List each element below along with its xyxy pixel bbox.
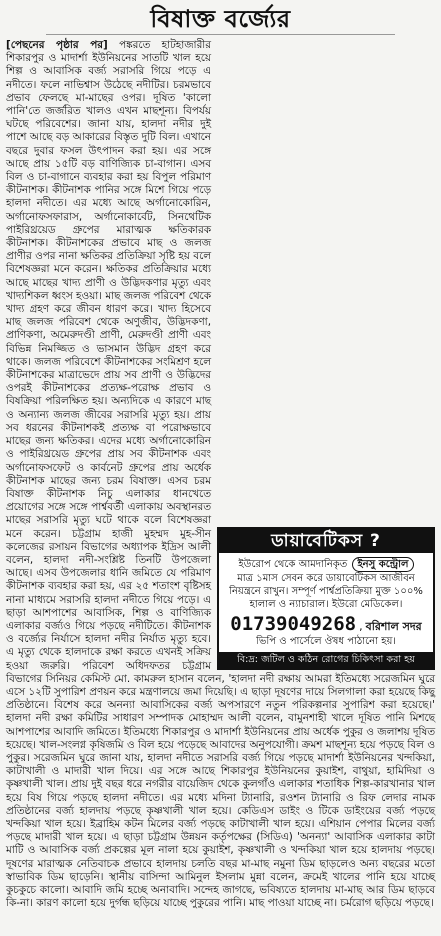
- ad-contact-row: [223, 613, 429, 635]
- ad-line-import: [223, 557, 429, 572]
- diabetics-advertisement: [217, 527, 435, 670]
- ad-line-delivery: ভিপি ও পার্সেলে ঔষধ পাঠানো হয়।: [256, 636, 396, 647]
- ad-line-import-text: ইউরোপ থেকে আমদানিকৃত: [238, 559, 348, 570]
- article-body: [6, 39, 435, 910]
- ad-city: বরিশাল সদর: [365, 620, 422, 633]
- ad-footnote: বি:দ্র: জটিল ও কঠিন রোগের চিকিৎসা করা হয়: [219, 652, 433, 668]
- ad-line-control: নিয়ন্ত্রনে রাখুন। সম্পূর্ণ পার্শ্বপ্রতিক্রিয়া মুক্ত ১০০%: [229, 586, 423, 597]
- article-text: পঙ্করতে হাটহাজারীর শিকারপুর ও মাদার্শা ইউনিয়নের সাতটি খাল হয়ে শিল্প ও আবাসিক বর্জ্য সরাসরি গিয়ে পড়ে এ নদীতে। ফলে নাভিশ্বাস উঠেছে নদীটির। চরমভাবে প্রভাব ফেলছে মা-মাছের ওপর। দূষিত 'কালো পানি'তে জর্জরিত খালও এখন মাছশূন্য। বিপর্যয় ঘটছে পরিবেশের। জানা যায়, হালদা নদীর দুই পাশে আছে বড় আকারের বিস্তৃত দুটি বিল। এখানে বছরে দুবার ফসল উৎপাদন করা হয়। এর সঙ্গে আছে প্রায় ১৫টি বড় বাণিজ্যিক চা-বাগান। এসব বিল ও চা-বাগানে ব্যবহার করা হয় বিপুল পরিমাণ কীটনাশক। কীটনাশক পানির সঙ্গে মিশে গিয়ে পড়ে হালদা নদীতে। এর মধ্যে আছে অর্গানোকোরিন, অর্গানোফসফারাস, অর্গানোকার্বেট, সিনথেটিক পাইরিথ্রয়েড গ্রুপের মারাত্মক ক্ষতিকারক কীটনাশক। কীটনাশকের প্রভাবে মাছ ও জলজ প্রাণীর ওপর নানা ক্ষতিকর প্রতিক্রিয়া সৃষ্টি হয় বলে বিশেষজ্ঞরা মনে করেন। ক্ষতিকর প্রতিক্রিয়ার মধ্যে আছে মাছের খাদ্য প্রাণী ও উদ্ভিদকণার মৃত্যু এবং খাদ্যশিকল ধ্বংস হওয়া। মাছ জলজ পরিবেশ থেকে খাদ্য গ্রহণ করে জীবন ধারণ করে। খাদ্য হিসেবে মাছ জলজ পরিবেশ থেকে অণুজীব, উদ্ভিদকণা, প্রাণিকণা, অমেরুদণ্ডী প্রাণী, মেরুদণ্ডী প্রাণী এবং বিভিন্ন নিমজ্জিত ও ভাসমান উদ্ভিদ গ্রহণ করে থাকে। জলজ পরিবেশে কীটনাশকের সংমিশ্রণ হলে কীটনাশকের মাত্রাভেদে প্রায় সব প্রাণী ও উদ্ভিদের ওপরই কীটনাশকের প্রত্যক্ষ-পরোক্ষ প্রভাব ও বিষক্রিয়া পরিলক্ষিত হয়। অন্যদিকে এ কারণে মাছ ও অন্যান্য জলজ জীবের সরাসরি মৃত্যু হয়। প্রায় সব ধরনের কীটনাশকই প্রত্যক্ষ বা পরোক্ষভাবে মাছের জন্য ক্ষতিকর। এদের মধ্যে অর্গানোকোরিন ও পাইরিথ্রয়েড গ্রুপের প্রায় সব কীটনাশক এবং অর্গানোফসফেট ও কার্বনেট গ্রুপের প্রায় অর্ধেক কীটনাশক মাছের জন্য চরম বিষাক্ত। এসব চরম বিষাক্ত কীটনাশক নিচু এলাকার ধানখেতে প্রয়োগের সঙ্গে সঙ্গে পার্শ্ববর্তী এলাকায় অবস্থানরত মাছের সরাসরি মৃত্যু ঘটে থাকে বলে বিশেষজ্ঞরা মনে করেন। চট্টগ্রাম হাজী মুহম্মদ মুহ-সীন কলেজের রসায়ন বিভাগের অধ্যাপক ইদ্রিস আলী বলেন, হালদা নদী-সংশ্লিষ্ট তিনটি উপজেলা আছে। এসব উপজেলার ধানি জমিতে যে পরিমাণ কীটনাশক ব্যবহার করা হয়, এর ২৫ শতাংশ বৃষ্টিসহ নানা মাধ্যমে সরাসরি হালদা নদীতে গিয়ে পড়ে। এ ছাড়া আশপাশের আবাসিক, শিল্প ও বাণিজ্যিক এলাকার বর্জ্যও গিয়ে পড়ছে নদীটিতে। কীটনাশক ও বর্জ্যের নির্যাসে হালদা নদীর নির্যাত মৃত্যু হবে। এ মৃত্যু থেকে হালদাকে রক্ষা করতে এখনই সক্রিয় হওয়া জরুরি। পরিবেশ অধিদফতর চট্টগ্রাম বিভাগের সিনিয়র কেমিস্ট মো. কামরুল হাসান বলেন, 'হালদা নদী রক্ষায় আমরা ইতিমধ্যে সরেজমিন ঘুরে এসে ১২টি সুপারিশ প্রণয়ন করে মন্ত্রণালয়ে জমা দিয়েছি। এ ছাড়া দূষণের দায়ে সিলগালা করা হয়েছে কিছু প্রতিষ্ঠানে। বিশেষ করে অনন্যা আবাসিকের বর্জ্য অপসারণে নতুন পরিকল্পনার সুপারিশ করা হয়েছে।' হালদা নদী রক্ষা কমিটির সাধারণ সম্পাদক মোহাম্মদ আলী বলেন, বামুনশাহী খালে দূষিত পানি মিশছে আশপাশের আবাদি জমিতে। ইতিমধ্যে শিকারপুর ও মাদার্শা ইউনিয়নের প্রায় অর্ধেক পুকুর ও জলাশয় দূষিত হয়েছে। খাল-সংলগ্ন কৃষিজমি ও বিল হয়ে পড়েছে আবাদের অনুপযোগী। ক্রমশ মাছশূন্য হয়ে পড়ছে বিল ও পুকুর। সরেজমিন ঘুরে জানা যায়, হালদা নদীতে সরাসরি বর্জ্য গিয়ে পড়ছে মাদার্শা ইউনিয়নের খন্দকিয়া, কাটাখালী ও মাদারী খাল দিয়ে। এর সঙ্গে আছে শিকারপুর ইউনিয়নের কুয়াইশ, বাথুয়া, হামিদিয়া ও কৃষ্ণখালী খাল। প্রায় দুই বছর ধরে নগরীর বায়েজিদ থেকে কুলগাঁও এলাকার শতাধিক শিল্প-কারখানার খাল হয়ে বিষ গিয়ে পড়ছে হালদা নদীতে। এর মধ্যে মদিনা ট্যানারি, রওশন ট্যানারি ও রিফ লেদার নামক প্রতিষ্ঠানের বর্জ্য হালদায় পড়ছে কৃষ্ণখালী খাল হয়ে। কেডিএস ডাইং ও টিকে ডাইংয়ের বর্জ্য পড়ছে খন্দকিয়া খাল হয়ে। ইব্রাহিম কটন মিলের বর্জ্য পড়ছে কাটাখালী খাল হয়ে। এশিয়ান পেপার মিলের বর্জ্য পড়ছে মাদারী খাল হয়ে। এ ছাড়া চট্টগ্রাম উন্নয়ন কর্তৃপক্ষের (সিডিএ) 'অনন্যা' আবাসিক এলাকার কাটা মাটি ও আবাসিক বর্জ্য প্রকল্পের মূল নালা হয়ে কুয়াইশ, কৃষ্ণখালী ও খন্দকিয়া খাল হয়ে হালদায় পড়ছে। দূষণের মারাত্মক নেতিবাচক প্রভাবে হালদায় চলতি বছর মা-মাছ নমুনা ডিম ছাড়লেও অন্য বছরের মতো স্বাভাবিক ডিম ছাড়েনি। স্থানীয় বাসিন্দা আমিনুল ইসলাম মুন্না বলেন, ক্রমেই খালের পানি হয়ে যাচ্ছে কুচকুচে কালো। আবাদি জমি হচ্ছে অনাবাদি। সন্দেহ জাগছে, ভবিষ্যতে হালদায় মা-মাছ আর ডিম ছাড়বে কি-না। কারণ কালো হয়ে দুর্গন্ধ ছড়িয়ে যাচ্ছে পুকুরের পানি। মাছ পাওয়া যাচ্ছে না। চর্মরোগ ছড়িয়ে পড়ছে।: [6, 39, 436, 910]
- ad-brand-name: ইনসু কন্ট্রোল: [352, 557, 413, 572]
- ad-phone-number[interactable]: 01739049268: [230, 613, 357, 635]
- ad-line-dose: মাত্র ১মাস সেবন করে ডায়াবেটিকস আজীবন: [237, 573, 415, 584]
- ad-title: ডায়াবেটিকস ?: [219, 529, 433, 553]
- ad-line-halal: হালাল ও ন্যাচারাল। ইউরো মেডিকেল।: [249, 599, 403, 610]
- article-headline: বিষাক্ত বর্জ্যের: [46, 4, 395, 35]
- article-lead-continuation: [পেছনের পৃষ্ঠার পর]: [6, 39, 108, 51]
- ad-separator: ,: [359, 620, 363, 633]
- advertisement-wrapper: [217, 527, 435, 670]
